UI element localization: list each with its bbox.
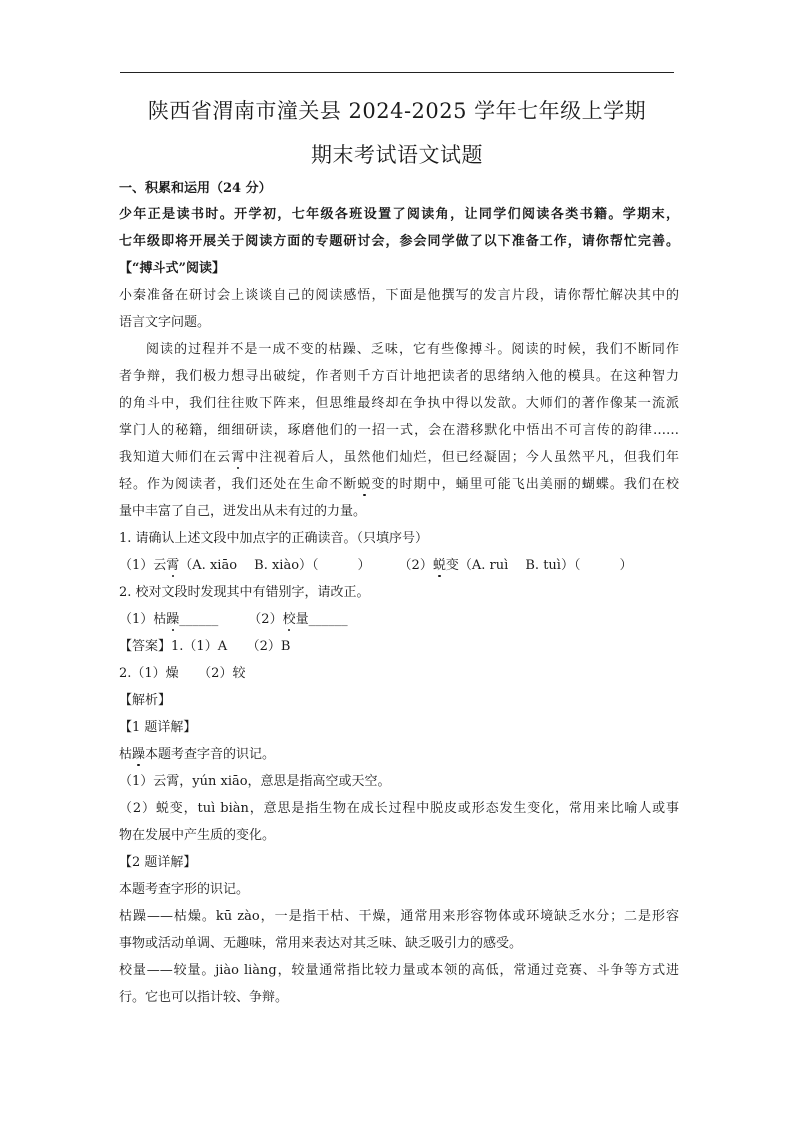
detail-2-intro: 本题考查字形的识记。	[119, 882, 250, 897]
detail-2-item-a: 枯躁——枯燥。kū zào，一是指干枯、干燥，通常用来形容物体或环境缺乏水分；二是形容	[119, 909, 679, 924]
question-2: 2. 校对文段时发现其中有错别字，请改正。	[119, 585, 370, 600]
passage-line: 者争辩，我们极力想寻出破绽，作者则千方百计地把读者的思绪纳入他的模具。在这种智力	[119, 369, 679, 384]
detail-text: 枯	[119, 747, 133, 762]
q1-item-options: （A. xiāo B. xiào）（ ）	[179, 558, 371, 573]
q1-item-label: （2）	[398, 558, 433, 573]
dotted-char: 蜕	[432, 558, 446, 573]
detail-1-intro	[119, 746, 679, 764]
q1-item-label: （1）云	[119, 558, 167, 573]
dotted-char: 躁	[166, 612, 180, 627]
detail-1-label: 【1 题详解】	[119, 720, 197, 735]
section-heading: 一、积累和运用（24 分）	[119, 181, 272, 196]
question-1: 1. 请确认上述文段中加点字的正确读音。（只填序号）	[119, 531, 429, 546]
dotted-char: 蜕	[357, 477, 372, 492]
intro-line-2: 七年级即将开展关于阅读方面的专题研讨会，参会同学做了以下准备工作，请你帮忙完善。	[119, 234, 679, 249]
detail-2-item-b-cont: 行。它也可以指计较、争辩。	[119, 990, 289, 1005]
passage-line	[119, 449, 679, 467]
dotted-char: 躁	[132, 747, 146, 762]
page-title: 陕西省渭南市潼关县 2024-2025 学年七年级上学期	[147, 99, 647, 123]
answer-blank: ______	[308, 612, 348, 627]
answer-text: 1.（1）A （2）B	[171, 639, 291, 654]
passage-line: 的角斗中，我们往往败下阵来，但思维最终却在争执中得以发歆。大师们的著作像某一流派	[119, 396, 679, 411]
detail-1-item-a: （1）云霄，yún xiāo，意思是指高空或天空。	[119, 774, 391, 789]
passage-text: 中注视着后人，虽然他们灿烂，但已经凝固；今人虽然平凡，但我们年	[245, 450, 679, 465]
passage-line	[119, 476, 679, 494]
lead-line-2: 语言文字问题。	[119, 315, 211, 330]
question-1-options	[119, 557, 679, 575]
dotted-char: 霄	[166, 558, 180, 573]
lead-line-1: 小秦准备在研讨会上谈谈自己的阅读感悟，下面是他撰写的发言片段，请你帮忙解决其中的	[119, 288, 679, 303]
answer-line-1	[119, 638, 679, 656]
q2-item-text: 量	[295, 612, 309, 627]
header-rule	[120, 72, 674, 73]
answer-blank: ______	[179, 612, 219, 627]
passage-line: 掌门人的秘籍，细细研读，琢磨他们的一招一式，会在潜移默化中悟出不可言传的韵律……	[119, 423, 679, 438]
detail-1-item-b-cont: 物在发展中产生质的变化。	[119, 828, 276, 843]
passage-line: 阅读的过程并不是一成不变的枯躁、乏味，它有些像搏斗。阅读的时候，我们不断同作	[146, 342, 679, 357]
dotted-char: 校	[282, 612, 296, 627]
intro-line-1: 少年正是读书时。开学初，七年级各班设置了阅读角，让同学们阅读各类书籍。学期末，	[119, 207, 679, 222]
detail-2-item-a-cont: 事物或活动单调、无趣味，常用来表达对其乏味、缺乏吸引力的感受。	[119, 936, 523, 951]
answer-line-2: 2.（1）燥 （2）较	[119, 666, 246, 681]
detail-2-label: 【2 题详解】	[119, 855, 197, 870]
detail-1-item-b: （2）蜕变，tuì biàn，意思是指生物在成长过程中脱皮或形态发生变化，常用来比喻人或事	[119, 801, 679, 816]
reading-subheading: 【“搏斗式”阅读】	[119, 261, 225, 276]
answer-label: 【答案】	[119, 639, 172, 654]
passage-text: 变的时期中，蛹里可能飞出美丽的蝴蝶。我们在校	[371, 477, 679, 492]
q2-item-label: （1）枯	[119, 612, 167, 627]
q2-item-label: （2）	[248, 612, 283, 627]
analysis-label: 【解析】	[119, 693, 172, 708]
detail-2-item-b: 校量——较量。jiào liàng，较量通常指比较力量或本领的高低，常通过竞赛、斗争等方式进	[119, 963, 679, 978]
q1-item-options: 变（A. ruì B. tuì）（ ）	[445, 558, 633, 573]
dotted-char: 霄	[231, 450, 246, 465]
question-2-items	[119, 611, 679, 629]
passage-text: 我知道大师们在云	[119, 450, 232, 465]
page-subtitle: 期末考试语文试题	[311, 143, 483, 167]
passage-line: 量中丰富了自己，迸发出从未有过的力量。	[119, 504, 367, 519]
detail-text: 本题考查字音的识记。	[145, 747, 276, 762]
passage-text: 轻。作为阅读者，我们还处在生命不断	[119, 477, 358, 492]
